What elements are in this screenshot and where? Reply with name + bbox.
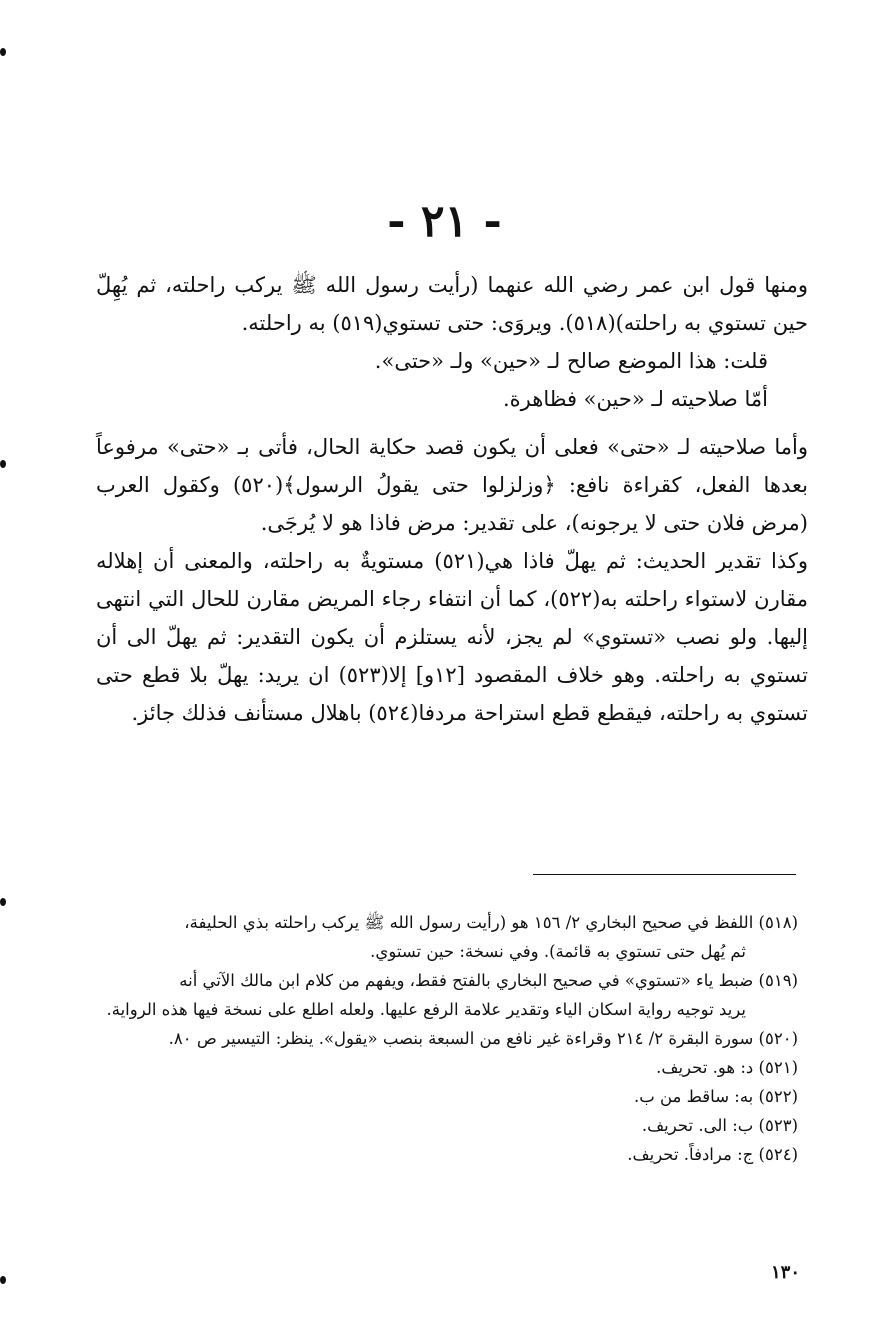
footnote-divider: [533, 874, 796, 875]
margin-dot: [0, 898, 6, 906]
footnote: (٥١٩) ضبط ياء «تستوي» في صحيح البخاري بالفتح فقط، ويفهم من كلام ابن مالك الآتي أنه: [179, 971, 798, 990]
footnotes: [86, 908, 798, 1169]
paragraph: وأما صلاحيته لـ «حتى» فعلى أن يكون قصد حكاية الحال، فأتى بـ «حتى» مرفوعاً بعدها الفعل، كقراءة نافع: ﴿وزلزلوا حتى يقولُ الرسول﴾(٥٢٠) وكقول العرب (مرض فلان حتى لا يرجونه)، على تقدير: مرض فاذا هو لا يُرجَى.: [96, 435, 809, 535]
footnote: (٥٢٤) ج: مرادفاً. تحريف.: [627, 1145, 798, 1164]
page-number: ١٣٠: [770, 1262, 800, 1283]
paragraph: أمّا صلاحيته لـ «حين» فظاهرة.: [502, 387, 768, 411]
section-number: - ٢١ -: [387, 196, 502, 247]
footnote: (٥٢١) د: هو. تحريف.: [656, 1058, 798, 1077]
footnote-continuation: يريد توجيه رواية اسكان الياء وتقدير علامة الرفع عليها. ولعله اطلع على نسخة فيها هذه الرواية.: [106, 1000, 746, 1019]
footnote: (٥١٨) اللفظ في صحيح البخاري ٢/ ١٥٦ هو (رأيت رسول الله ﷺ يركب راحلته بذي الحليفة،: [184, 913, 798, 932]
footnote: (٥٢٣) ب: الى. تحريف.: [641, 1116, 798, 1135]
footnote: (٥٢٢) به: ساقط من ب.: [633, 1087, 798, 1106]
footnote-continuation: ثم يُهل حتى تستوي به قائمة). وفي نسخة: حين تستوي.: [370, 942, 746, 961]
main-text: [96, 266, 808, 732]
margin-dot: [0, 48, 6, 56]
paragraph: قلت: هذا الموضع صالح لـ «حين» ولـ «حتى».: [374, 349, 768, 373]
margin-dot: [0, 1276, 6, 1284]
paragraph: وكذا تقدير الحديث: ثم يهلّ فاذا هي(٥٢١) مستويةٌ به راحلته، والمعنى أن إهلاله مقارن لاستواء راحلته به(٥٢٢)، كما أن انتفاء رجاء المريض مقارن للحال التي انتهى إليها. ولو نصب «تستوي» لم يجز، لأنه يستلزم أن يكون التقدير: ثم يهلّ الى أن تستوي به راحلته. وهو خلاف المقصود [١٢و] إلا(٥٢٣) ان يريد: يهلّ بلا قطع حتى تستوي به راحلته، فيقطع قطع استراحة مردفا(٥٢٤) باهلال مستأنف فذلك جائز.: [96, 549, 809, 725]
footnote: (٥٢٠) سورة البقرة ٢/ ٢١٤ وقراءة غير نافع من السبعة بنصب «يقول». ينظر: التيسير ص ٨٠.: [168, 1029, 798, 1048]
margin-dot: [0, 460, 6, 468]
paragraph: ومنها قول ابن عمر رضي الله عنهما (رأيت رسول الله ﷺ يركب راحلته، ثم يُهِلّ حين تستوي به راحلته)(٥١٨). ويروَى: حتى تستوي(٥١٩) به راحلته.: [96, 273, 808, 335]
